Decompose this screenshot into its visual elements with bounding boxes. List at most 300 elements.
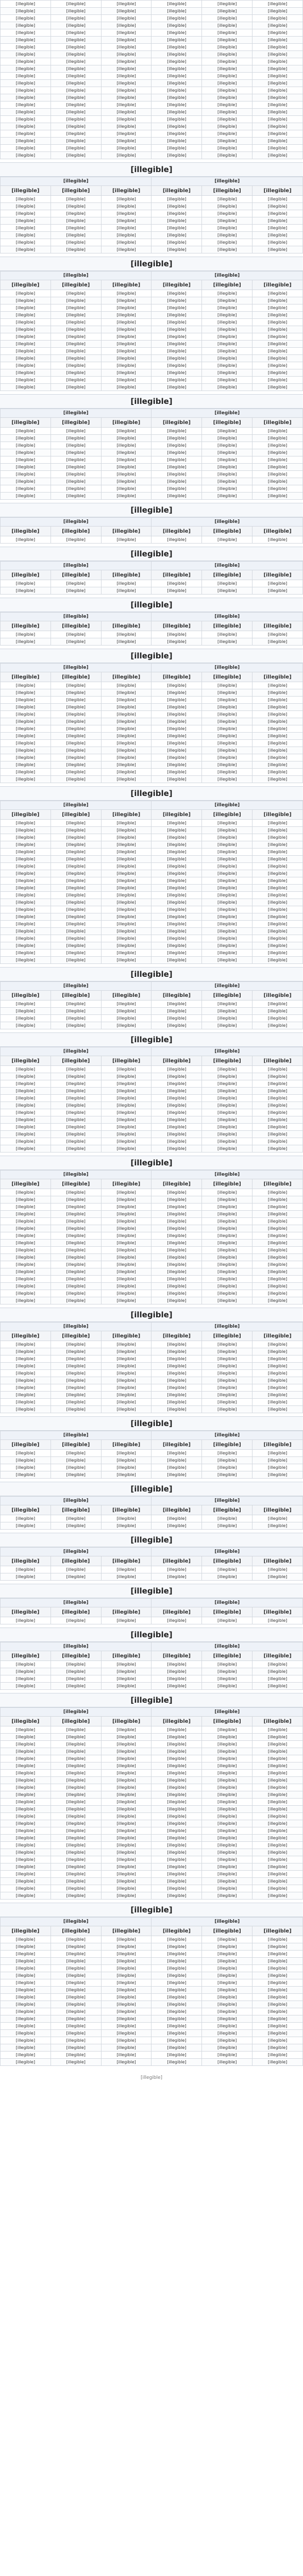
row-end-stake: [illegible] [101,704,152,711]
row-end-stake: [illegible] [101,435,152,442]
row-seq: [illegible] [152,1835,202,1842]
row-end-stake: [illegible] [252,456,303,464]
row-seq: [illegible] [152,1283,202,1290]
row-end-stake: [illegible] [252,2030,303,2037]
row-end-stake: [illegible] [101,1806,152,1813]
row-start-stake: [illegible] [50,1799,101,1806]
row-end-stake: [illegible] [252,1842,303,1849]
row-start-stake: [illegible] [202,493,252,500]
table-row [1,428,303,435]
column-header-seq: [illegible] [1,1179,51,1189]
row-start-stake: [illegible] [202,950,252,957]
column-header-end: [illegible] [101,570,152,580]
table-row [1,1254,303,1261]
road-section [0,503,303,544]
row-end-stake: [illegible] [101,225,152,232]
row-end-stake: [illegible] [252,1290,303,1297]
row-end-stake: [illegible] [252,1088,303,1095]
row-start-stake: [illegible] [50,1124,101,1131]
column-header-end: [illegible] [252,810,303,820]
row-end-stake: [illegible] [101,1566,152,1573]
row-end-stake: [illegible] [252,109,303,116]
row-start-stake: [illegible] [202,1748,252,1755]
row-seq: [illegible] [1,478,51,485]
row-end-stake: [illegible] [101,1515,152,1522]
row-seq: [illegible] [152,1617,202,1624]
row-start-stake: [illegible] [50,1363,101,1370]
road-title: [illegible] [0,1308,303,1322]
row-end-stake: [illegible] [252,942,303,950]
row-seq: [illegible] [152,1515,202,1522]
row-start-stake: [illegible] [202,1806,252,1813]
table-row [1,232,303,239]
row-end-stake: [illegible] [101,1268,152,1276]
row-seq: [illegible] [152,1471,202,1479]
column-header-seq: [illegible] [152,1651,202,1661]
row-end-stake: [illegible] [101,152,152,159]
row-start-stake: [illegible] [202,1892,252,1900]
row-seq: [illegible] [152,8,202,15]
column-header-start: [illegible] [202,1926,252,1936]
row-seq: [illegible] [1,841,51,849]
row-start-stake: [illegible] [202,1080,252,1088]
row-seq: [illegible] [1,638,51,646]
table-row [1,1138,303,1145]
row-start-stake: [illegible] [50,1871,101,1878]
table-row [1,1972,303,1979]
table-row [1,369,303,377]
row-end-stake: [illegible] [252,1661,303,1668]
row-start-stake: [illegible] [202,1450,252,1457]
row-start-stake: [illegible] [50,1022,101,1029]
row-start-stake: [illegible] [202,1617,252,1624]
row-start-stake: [illegible] [50,1116,101,1124]
table-row [1,362,303,369]
row-seq: [illegible] [1,1892,51,1900]
row-end-stake: [illegible] [101,58,152,65]
row-end-stake: [illegible] [252,2052,303,2059]
road-title: [illegible] [0,967,303,981]
table-row [1,827,303,834]
row-seq: [illegible] [152,1138,202,1145]
row-seq: [illegible] [152,2015,202,2023]
table-row [1,1573,303,1581]
table-row [1,1951,303,1958]
table-row [1,435,303,442]
row-start-stake: [illegible] [50,1965,101,1972]
row-end-stake: [illegible] [101,820,152,827]
row-end-stake: [illegible] [101,1001,152,1008]
row-start-stake: [illegible] [202,697,252,704]
table-row [1,493,303,500]
row-seq: [illegible] [1,2052,51,2059]
row-start-stake: [illegible] [50,1777,101,1784]
row-end-stake: [illegible] [252,1232,303,1240]
row-end-stake: [illegible] [101,899,152,906]
table-row [1,761,303,769]
row-end-stake: [illegible] [101,377,152,384]
row-end-stake: [illegible] [252,51,303,58]
row-start-stake: [illegible] [202,1675,252,1683]
row-start-stake: [illegible] [202,1341,252,1348]
row-start-stake: [illegible] [202,2030,252,2037]
row-start-stake: [illegible] [50,493,101,500]
row-start-stake: [illegible] [50,682,101,689]
row-end-stake: [illegible] [101,1022,152,1029]
row-end-stake: [illegible] [101,1102,152,1109]
row-end-stake: [illegible] [101,1225,152,1232]
row-end-stake: [illegible] [101,369,152,377]
row-start-stake: [illegible] [202,877,252,885]
row-start-stake: [illegible] [50,1341,101,1348]
row-seq: [illegible] [1,1842,51,1849]
row-end-stake: [illegible] [252,362,303,369]
row-end-stake: [illegible] [252,1131,303,1138]
row-seq: [illegible] [152,246,202,253]
table-row [1,1196,303,1204]
row-end-stake: [illegible] [252,913,303,921]
row-start-stake: [illegible] [202,638,252,646]
row-end-stake: [illegible] [252,478,303,485]
row-seq: [illegible] [1,2037,51,2044]
table-row [1,631,303,638]
segment-table [0,1547,303,1581]
row-end-stake: [illegible] [101,471,152,478]
row-start-stake: [illegible] [50,319,101,326]
row-seq: [illegible] [152,863,202,870]
row-seq: [illegible] [1,485,51,493]
row-seq: [illegible] [152,899,202,906]
column-header-start: [illegible] [50,1556,101,1566]
row-end-stake: [illegible] [101,638,152,646]
row-seq: [illegible] [1,1885,51,1892]
row-start-stake: [illegible] [202,348,252,355]
row-seq: [illegible] [1,1268,51,1276]
table-row [1,384,303,391]
row-start-stake: [illegible] [50,1842,101,1849]
column-header-end: [illegible] [252,570,303,580]
row-end-stake: [illegible] [252,1885,303,1892]
column-header-end: [illegible] [101,810,152,820]
row-end-stake: [illegible] [101,921,152,928]
row-seq: [illegible] [1,130,51,138]
row-start-stake: [illegible] [50,1268,101,1276]
row-start-stake: [illegible] [50,1109,101,1116]
column-header-seq: [illegible] [152,418,202,428]
column-header-seq: [illegible] [1,991,51,1001]
column-header-end: [illegible] [101,1926,152,1936]
row-start-stake: [illegible] [50,1617,101,1624]
table-row [1,1965,303,1972]
row-start-stake: [illegible] [202,1392,252,1399]
row-start-stake: [illegible] [50,312,101,319]
row-start-stake: [illegible] [50,1457,101,1464]
column-header-end: [illegible] [252,1440,303,1450]
row-seq: [illegible] [152,1363,202,1370]
row-start-stake: [illegible] [50,1073,101,1080]
table-row [1,109,303,116]
row-seq: [illegible] [152,1211,202,1218]
row-seq: [illegible] [1,1799,51,1806]
row-start-stake: [illegible] [202,1827,252,1835]
table-row [1,769,303,776]
row-end-stake: [illegible] [101,906,152,913]
column-header-end: [illegible] [101,186,152,196]
row-start-stake: [illegible] [202,456,252,464]
row-end-stake: [illegible] [101,2001,152,2008]
table-row [1,754,303,761]
row-seq: [illegible] [1,1965,51,1972]
table-row [1,341,303,348]
row-start-stake: [illegible] [202,1124,252,1131]
row-start-stake: [illegible] [202,906,252,913]
row-start-stake: [illegible] [50,1987,101,1994]
row-end-stake: [illegible] [252,2037,303,2044]
column-header-end: [illegible] [252,1651,303,1661]
row-start-stake: [illegible] [202,1734,252,1741]
table-row [1,1392,303,1399]
row-seq: [illegible] [1,689,51,697]
table-row [1,239,303,246]
row-seq: [illegible] [152,580,202,587]
row-end-stake: [illegible] [252,1008,303,1015]
row-end-stake: [illegible] [101,1,152,8]
table-row [1,217,303,225]
column-header-seq: [illegible] [1,1056,51,1066]
row-end-stake: [illegible] [252,935,303,942]
row-seq: [illegible] [152,1145,202,1153]
column-header-start: [illegible] [50,418,101,428]
segment-table [0,409,303,500]
row-seq: [illegible] [152,1,202,8]
row-seq: [illegible] [1,877,51,885]
row-seq: [illegible] [152,1088,202,1095]
table-row [1,210,303,217]
row-seq: [illegible] [1,1254,51,1261]
row-start-stake: [illegible] [50,1951,101,1958]
row-end-stake: [illegible] [101,1196,152,1204]
row-end-stake: [illegible] [101,239,152,246]
row-seq: [illegible] [1,863,51,870]
column-header-seq: [illegible] [1,1717,51,1726]
table-row [1,1109,303,1116]
row-seq: [illegible] [1,834,51,841]
row-seq: [illegible] [152,1885,202,1892]
row-end-stake: [illegible] [252,704,303,711]
column-header-seq: [illegible] [152,1607,202,1617]
row-start-stake: [illegible] [50,733,101,740]
column-header-end: [illegible] [101,991,152,1001]
row-end-stake: [illegible] [252,1784,303,1791]
column-header-end: [illegible] [252,1179,303,1189]
row-end-stake: [illegible] [101,849,152,856]
column-header-start: [illegible] [202,621,252,631]
column-header-end: [illegible] [101,418,152,428]
row-seq: [illegible] [152,37,202,44]
row-start-stake: [illegible] [50,820,101,827]
row-seq: [illegible] [1,369,51,377]
row-end-stake: [illegible] [101,950,152,957]
row-end-stake: [illegible] [101,65,152,73]
row-end-stake: [illegible] [101,1994,152,2001]
road-title: [illegible] [0,786,303,801]
row-start-stake: [illegible] [202,1871,252,1878]
table-row [1,1668,303,1675]
row-start-stake: [illegible] [202,304,252,312]
table-row [1,1218,303,1225]
table-row [1,1022,303,1029]
row-start-stake: [illegible] [202,631,252,638]
row-end-stake: [illegible] [101,1668,152,1675]
row-seq: [illegible] [1,1261,51,1268]
row-end-stake: [illegible] [101,1080,152,1088]
road-section [0,649,303,783]
direction-south-label: [illegible] [152,1047,303,1056]
table-row [1,1741,303,1748]
row-end-stake: [illegible] [101,2008,152,2015]
row-end-stake: [illegible] [101,348,152,355]
row-end-stake: [illegible] [101,312,152,319]
row-seq: [illegible] [1,1247,51,1254]
row-seq: [illegible] [1,138,51,145]
table-row [1,1770,303,1777]
row-end-stake: [illegible] [101,1406,152,1413]
row-end-stake: [illegible] [101,1232,152,1240]
row-end-stake: [illegible] [101,1770,152,1777]
table-row [1,870,303,877]
row-seq: [illegible] [152,1377,202,1384]
row-seq: [illegible] [1,1726,51,1734]
table-row [1,1958,303,1965]
row-end-stake: [illegible] [252,1515,303,1522]
row-end-stake: [illegible] [252,1268,303,1276]
row-seq: [illegible] [152,87,202,94]
table-row [1,1268,303,1276]
row-end-stake: [illegible] [101,1109,152,1116]
row-end-stake: [illegible] [252,1770,303,1777]
row-seq: [illegible] [1,8,51,15]
table-row [1,1225,303,1232]
table-row [1,377,303,384]
column-header-seq: [illegible] [152,186,202,196]
row-start-stake: [illegible] [202,44,252,51]
row-start-stake: [illegible] [50,863,101,870]
row-end-stake: [illegible] [101,2037,152,2044]
row-seq: [illegible] [1,820,51,827]
table-row [1,1661,303,1668]
road-section [0,1416,303,1479]
row-seq: [illegible] [1,849,51,856]
table-row [1,1522,303,1530]
direction-north-label: [illegible] [1,1497,152,1505]
row-start-stake: [illegible] [50,290,101,297]
row-start-stake: [illegible] [50,1450,101,1457]
row-end-stake: [illegible] [252,1617,303,1624]
row-seq: [illegible] [1,1008,51,1015]
row-seq: [illegible] [152,1827,202,1835]
row-start-stake: [illegible] [50,449,101,456]
column-header-end: [illegible] [252,527,303,536]
row-end-stake: [illegible] [252,1668,303,1675]
row-end-stake: [illegible] [252,435,303,442]
row-seq: [illegible] [1,1972,51,1979]
row-end-stake: [illegible] [101,1885,152,1892]
row-end-stake: [illegible] [101,682,152,689]
row-seq: [illegible] [1,2030,51,2037]
row-start-stake: [illegible] [202,362,252,369]
row-seq: [illegible] [1,109,51,116]
table-row [1,326,303,333]
row-end-stake: [illegible] [252,2015,303,2023]
row-start-stake: [illegible] [202,1842,252,1849]
row-seq: [illegible] [1,1015,51,1022]
row-end-stake: [illegible] [252,1,303,8]
column-header-seq: [illegible] [152,1556,202,1566]
row-end-stake: [illegible] [101,1290,152,1297]
column-header-end: [illegible] [252,1926,303,1936]
column-header-seq: [illegible] [152,1505,202,1515]
row-seq: [illegible] [1,1617,51,1624]
segment-table [0,663,303,783]
row-start-stake: [illegible] [50,1762,101,1770]
row-end-stake: [illegible] [101,2015,152,2023]
row-start-stake: [illegible] [202,109,252,116]
row-start-stake: [illegible] [202,449,252,456]
row-end-stake: [illegible] [252,355,303,362]
row-seq: [illegible] [152,109,202,116]
row-start-stake: [illegible] [202,138,252,145]
road-title: [illegible] [0,1533,303,1547]
row-end-stake: [illegible] [252,1341,303,1348]
row-end-stake: [illegible] [252,776,303,783]
direction-south-label: [illegible] [152,1708,303,1717]
column-header-seq: [illegible] [152,570,202,580]
row-end-stake: [illegible] [252,37,303,44]
row-end-stake: [illegible] [252,1892,303,1900]
column-header-end: [illegible] [101,1179,152,1189]
table-row [1,704,303,711]
row-seq: [illegible] [1,355,51,362]
row-end-stake: [illegible] [101,1972,152,1979]
row-start-stake: [illegible] [50,1196,101,1204]
table-row [1,2037,303,2044]
row-end-stake: [illegible] [252,747,303,754]
row-seq: [illegible] [1,1196,51,1204]
row-end-stake: [illegible] [252,145,303,152]
row-end-stake: [illegible] [252,885,303,892]
column-header-start: [illegible] [202,672,252,682]
row-start-stake: [illegible] [50,1791,101,1799]
row-seq: [illegible] [1,333,51,341]
row-start-stake: [illegible] [50,1994,101,2001]
row-seq: [illegible] [152,1806,202,1813]
table-row [1,536,303,544]
road-title: [illegible] [0,1156,303,1170]
road-title: [illegible] [0,503,303,517]
column-header-seq: [illegible] [1,1440,51,1450]
row-end-stake: [illegible] [252,950,303,957]
row-start-stake: [illegible] [50,1189,101,1196]
row-start-stake: [illegible] [202,761,252,769]
table-row [1,456,303,464]
row-start-stake: [illegible] [202,1979,252,1987]
row-seq: [illegible] [152,587,202,595]
column-header-start: [illegible] [50,991,101,1001]
row-end-stake: [illegible] [101,15,152,22]
row-start-stake: [illegible] [50,297,101,304]
table-row [1,776,303,783]
row-seq: [illegible] [1,1734,51,1741]
